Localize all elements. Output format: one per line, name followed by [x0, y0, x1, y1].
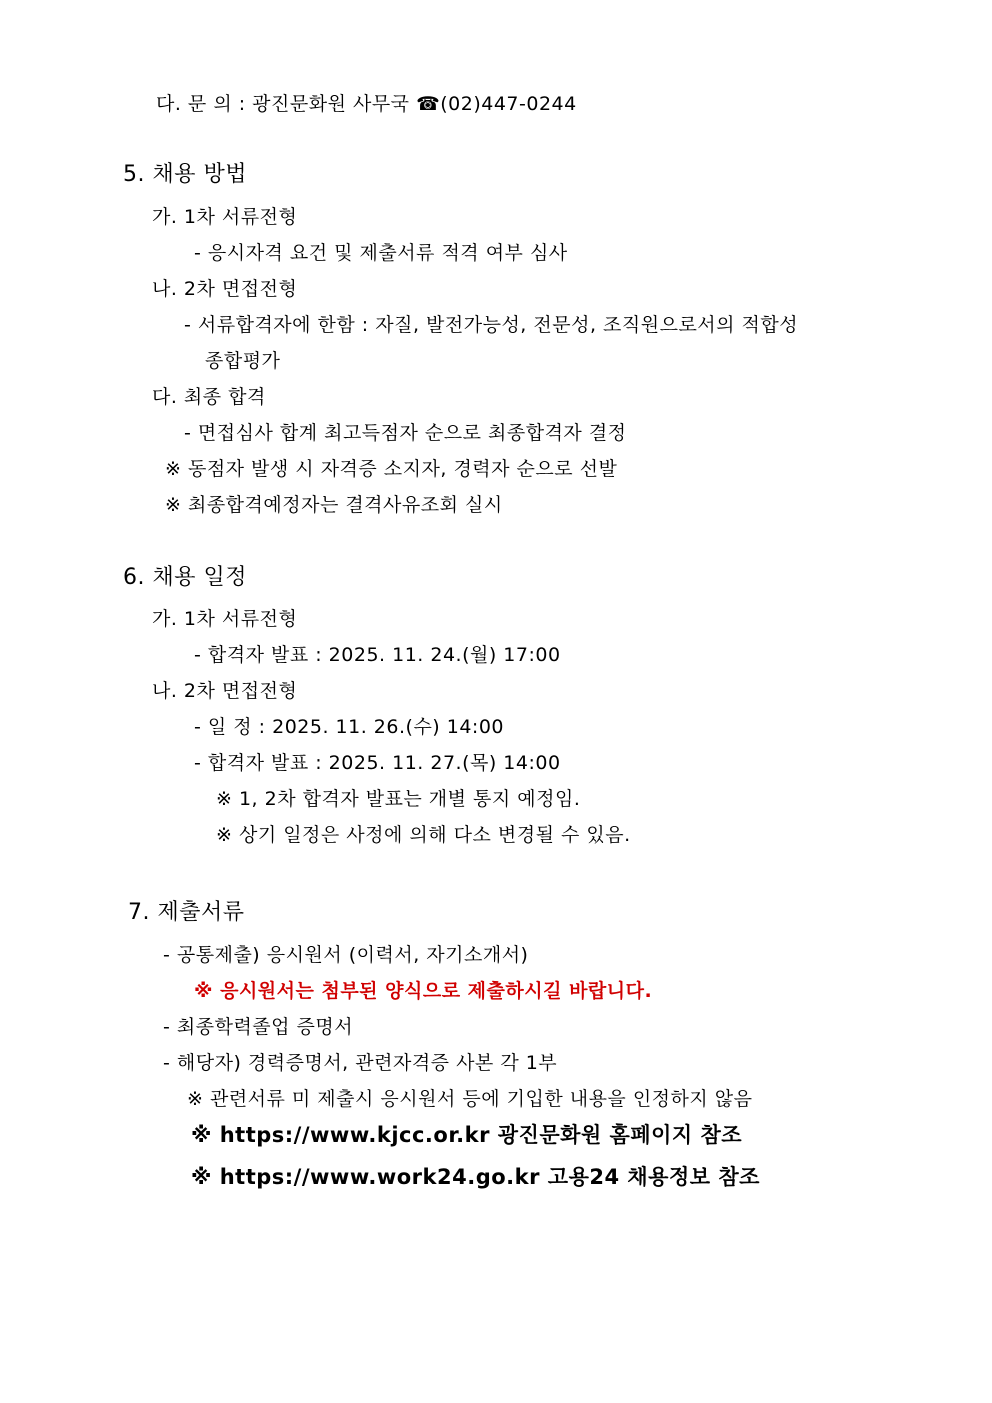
s5-item-a: 가. 1차 서류전형	[152, 206, 298, 228]
s5-note-1: ※ 동점자 발생 시 자격증 소지자, 경력자 순으로 선발	[165, 458, 618, 480]
s7-link-work24[interactable]: ※ https://www.work24.go.kr 고용24 채용정보 참조	[191, 1165, 760, 1189]
section-6-title: 6. 채용 일정	[123, 565, 247, 590]
s7-note: ※ 관련서류 미 제출시 응시원서 등에 기입한 내용을 인정하지 않음	[187, 1088, 753, 1110]
s5-item-b-detail-cont: 종합평가	[205, 350, 281, 372]
s6-item-b-detail-2: - 합격자 발표 : 2025. 11. 27.(목) 14:00	[194, 752, 561, 774]
s6-item-a-detail: - 합격자 발표 : 2025. 11. 24.(월) 17:00	[194, 644, 561, 666]
s5-item-c: 다. 최종 합격	[152, 386, 266, 408]
s7-link-kjcc[interactable]: ※ https://www.kjcc.or.kr 광진문화원 홈페이지 참조	[191, 1123, 743, 1147]
s5-note-2: ※ 최종합격예정자는 결격사유조회 실시	[165, 494, 503, 516]
s7-item-career: - 해당자) 경력증명서, 관련자격증 사본 각 1부	[163, 1052, 558, 1074]
inquiry-line: 다. 문 의 : 광진문화원 사무국 ☎(02)447-0244	[156, 93, 577, 115]
section-5-title: 5. 채용 방법	[123, 162, 247, 187]
s6-item-b: 나. 2차 면접전형	[152, 680, 298, 702]
s6-note-2: ※ 상기 일정은 사정에 의해 다소 변경될 수 있음.	[216, 824, 631, 846]
s5-item-a-detail: - 응시자격 요건 및 제출서류 적격 여부 심사	[194, 242, 568, 264]
s5-item-c-detail: - 면접심사 합계 최고득점자 순으로 최종합격자 결정	[184, 422, 627, 444]
s6-item-b-detail-1: - 일 정 : 2025. 11. 26.(수) 14:00	[194, 716, 505, 738]
s6-item-a: 가. 1차 서류전형	[152, 608, 298, 630]
section-7-title: 7. 제출서류	[128, 900, 245, 925]
s7-item-diploma: - 최종학력졸업 증명서	[163, 1016, 354, 1038]
s7-highlight-note: ※ 응시원서는 첨부된 양식으로 제출하시길 바랍니다.	[194, 980, 653, 1002]
s6-note-1: ※ 1, 2차 합격자 발표는 개별 통지 예정임.	[216, 788, 581, 810]
s5-item-b-detail: - 서류합격자에 한함 : 자질, 발전가능성, 전문성, 조직원으로서의 적합성	[184, 314, 799, 336]
s5-item-b: 나. 2차 면접전형	[152, 278, 298, 300]
s7-item-common: - 공통제출) 응시원서 (이력서, 자기소개서)	[163, 944, 529, 966]
